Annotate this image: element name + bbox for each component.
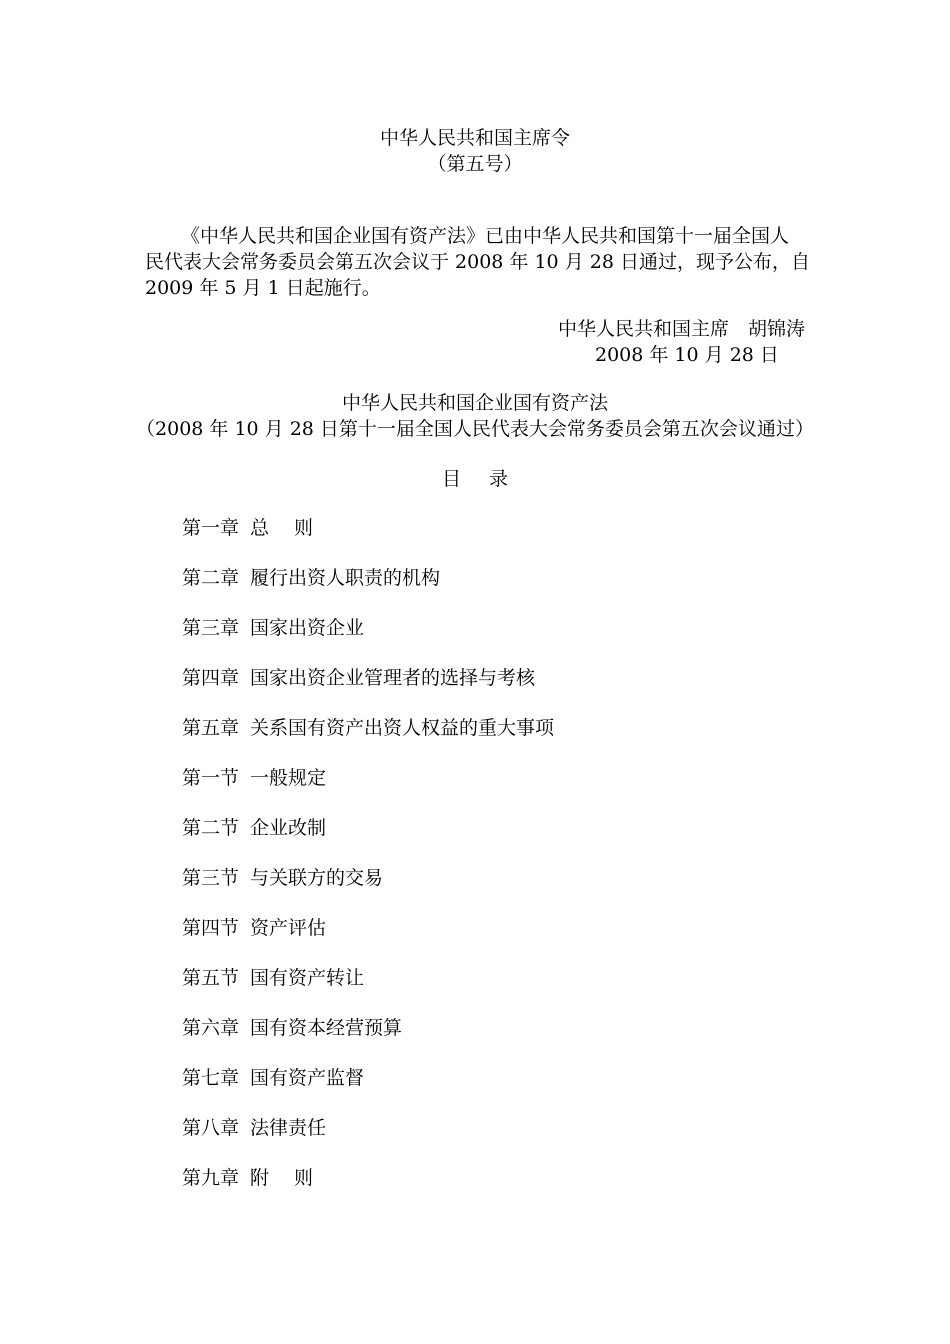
- toc-item: [182, 565, 554, 615]
- toc-item-title: 国家出资企业: [250, 617, 365, 639]
- toc-item-title: 国有资产转让: [250, 967, 365, 989]
- toc-item-number: 第一节: [182, 767, 240, 789]
- toc-item: [182, 1165, 554, 1215]
- toc-item-number: 第六章: [182, 1017, 240, 1039]
- toc-item-title: 国有资产监督: [250, 1067, 365, 1089]
- toc-item-number: 第四章: [182, 667, 240, 689]
- toc-item-title: 企业改制: [250, 817, 327, 839]
- toc-item-title: 总 则: [250, 517, 314, 539]
- toc-item-title: 履行出资人职责的机构: [250, 567, 441, 589]
- announcement-line-3: 2009 年 5 月 1 日起施行。: [145, 277, 381, 299]
- toc-item: [182, 765, 554, 815]
- toc-item-number: 第五章: [182, 717, 240, 739]
- law-title: 中华人民共和国企业国有资产法: [341, 392, 608, 414]
- toc-item-title: 与关联方的交易: [250, 867, 384, 889]
- toc-item-number: 第一章: [182, 517, 240, 539]
- toc-heading-right: 录: [489, 468, 509, 490]
- toc-item-number: 第三节: [182, 867, 240, 889]
- toc-heading-left: 目: [441, 468, 461, 490]
- toc-item-number: 第九章: [182, 1167, 240, 1189]
- law-subtitle: （2008 年 10 月 28 日第十一届全国人民代表大会常务委员会第五次会议通过）: [136, 418, 814, 440]
- signature-name: 中华人民共和国主席 胡锦涛: [558, 318, 806, 340]
- signature-date: 2008 年 10 月 28 日: [595, 344, 779, 366]
- toc-item-title: 一般规定: [250, 767, 327, 789]
- toc-item-number: 第三章: [182, 617, 240, 639]
- toc-item-title: 国家出资企业管理者的选择与考核: [250, 667, 536, 689]
- toc-item-title: 国有资本经营预算: [250, 1017, 403, 1039]
- toc-item-number: 第七章: [182, 1067, 240, 1089]
- toc-heading: [0, 466, 950, 492]
- table-of-contents: [182, 515, 554, 1215]
- toc-item-title: 附 则: [250, 1167, 314, 1189]
- toc-item: [182, 865, 554, 915]
- decree-number: （第五号）: [427, 153, 523, 175]
- toc-item-number: 第二节: [182, 817, 240, 839]
- toc-item-number: 第八章: [182, 1117, 240, 1139]
- toc-item: [182, 1015, 554, 1065]
- toc-item-number: 第二章: [182, 567, 240, 589]
- announcement-line-1: 《中华人民共和国企业国有资产法》已由中华人民共和国第十一届全国人: [181, 225, 790, 247]
- toc-item: [182, 1065, 554, 1115]
- toc-item: [182, 815, 554, 865]
- toc-item-title: 法律责任: [250, 1117, 327, 1139]
- toc-item-title: 资产评估: [250, 917, 327, 939]
- toc-item-number: 第五节: [182, 967, 240, 989]
- decree-title: 中华人民共和国主席令: [379, 127, 570, 149]
- toc-item: [182, 515, 554, 565]
- toc-item-number: 第四节: [182, 917, 240, 939]
- toc-item-title: 关系国有资产出资人权益的重大事项: [250, 717, 555, 739]
- announcement-line-2: 民代表大会常务委员会第五次会议于 2008 年 10 月 28 日通过，现予公布，自: [145, 251, 810, 273]
- toc-item: [182, 965, 554, 1015]
- toc-item: [182, 665, 554, 715]
- toc-item: [182, 615, 554, 665]
- toc-item: [182, 915, 554, 965]
- toc-item: [182, 1115, 554, 1165]
- toc-item: [182, 715, 554, 765]
